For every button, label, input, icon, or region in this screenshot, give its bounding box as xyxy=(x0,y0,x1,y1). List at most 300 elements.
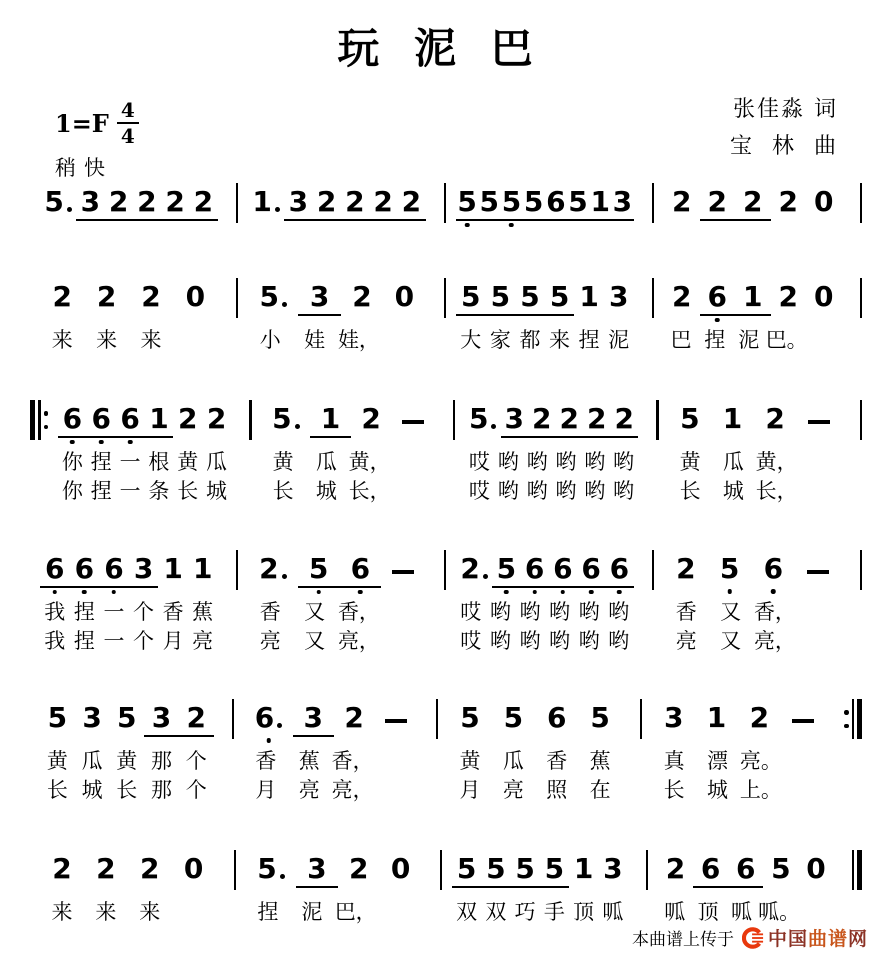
note-number: 2 xyxy=(749,700,770,734)
lyric-syllable: 蕉 xyxy=(589,749,611,773)
note xyxy=(728,852,763,885)
note-number: 0 xyxy=(185,279,206,313)
beamed-note-group xyxy=(369,185,426,221)
lyric-syllable: 黄， xyxy=(348,450,391,474)
lyric-syllable: 香 xyxy=(255,749,277,773)
lyric-syllable: 城 xyxy=(722,479,744,503)
beamed-note-group xyxy=(500,185,544,221)
notes-row xyxy=(40,278,218,316)
lyric-syllable: 香， xyxy=(337,600,380,624)
notes-row xyxy=(465,400,638,438)
lyric-row-verse-1 xyxy=(58,450,231,476)
rest-note xyxy=(798,851,833,885)
note-number: 6 xyxy=(74,552,95,585)
note-group xyxy=(578,700,621,738)
notes-row xyxy=(246,850,422,888)
lyric-syllable: 哟 xyxy=(497,450,519,474)
note-number: 1 xyxy=(573,851,594,885)
note-number: 2 xyxy=(52,279,72,313)
dash-note xyxy=(781,719,826,732)
lyric-syllable: 亮。 xyxy=(739,749,782,773)
notes-row xyxy=(669,400,842,438)
lyric-syllable: 哟 xyxy=(519,600,541,624)
lyric-syllable: 哎 xyxy=(460,629,482,653)
note-number: 2 xyxy=(460,551,480,585)
beamed-note-group xyxy=(456,280,515,316)
lyric-syllable: 那 xyxy=(151,778,173,802)
note xyxy=(298,280,340,313)
lyric-syllable: 真 xyxy=(663,749,685,773)
measure xyxy=(446,550,652,655)
note xyxy=(481,852,510,885)
note-group xyxy=(664,279,700,317)
note-number: 2 xyxy=(186,701,206,734)
note-number: 5 xyxy=(549,280,570,313)
lyric-syllable: 亮 xyxy=(259,629,281,653)
lyric-syllable: 香 xyxy=(162,600,184,624)
lyric-syllable: 哟 xyxy=(489,629,511,653)
note xyxy=(574,279,604,313)
note xyxy=(604,279,634,313)
lyric-syllable: 小 xyxy=(259,328,281,352)
note xyxy=(515,280,545,313)
note-group xyxy=(806,184,842,222)
note-number: 3 xyxy=(307,852,327,885)
note xyxy=(75,700,110,734)
note-number: 3 xyxy=(608,279,629,313)
score xyxy=(30,183,862,972)
lyric-row-verse-2 xyxy=(244,778,418,804)
note-number: 6 xyxy=(553,552,573,585)
note-number: 2 xyxy=(676,551,696,585)
note-number: 6 xyxy=(45,552,65,585)
augmentation-dot xyxy=(282,302,287,307)
beamed-note-group xyxy=(700,280,771,316)
note xyxy=(771,279,807,313)
measure xyxy=(642,699,844,804)
note xyxy=(456,185,478,218)
note xyxy=(664,551,708,585)
note-group xyxy=(391,420,434,439)
note xyxy=(144,701,179,734)
lyric-syllable xyxy=(374,749,417,775)
measure xyxy=(234,699,436,804)
lyric-syllable xyxy=(381,600,425,626)
lyric-syllable: 来 xyxy=(139,900,161,924)
note-group xyxy=(40,851,84,889)
note-group xyxy=(795,570,841,589)
note xyxy=(735,280,771,313)
lyric-row-verse-2 xyxy=(465,479,638,505)
notes-row xyxy=(456,278,634,316)
note-number: 5 xyxy=(469,401,489,435)
lyric-syllable: 来 xyxy=(51,900,73,924)
note xyxy=(693,852,728,885)
note-number: 1 xyxy=(743,280,763,313)
notes-row xyxy=(456,183,634,221)
notes-row xyxy=(448,699,622,737)
note-number: 5 xyxy=(117,700,137,734)
lyric-syllable: 瓜 xyxy=(81,749,103,773)
note xyxy=(771,184,807,218)
note-number: 2 xyxy=(96,279,117,313)
lyric-syllable: 一 xyxy=(103,600,125,624)
notes-row xyxy=(40,699,214,737)
lyric-syllable xyxy=(797,600,841,626)
note-number: 6 xyxy=(91,402,111,435)
lyric-syllable xyxy=(783,778,826,804)
note xyxy=(738,700,781,734)
lyric-syllable: 来 xyxy=(51,328,73,352)
tempo-marking: 稍快 xyxy=(55,156,113,180)
note-number: 2 xyxy=(193,185,214,218)
lyric-syllable: 亮 xyxy=(502,778,524,802)
lyric-row-verse-2 xyxy=(448,778,622,804)
lyric-syllable: 蕉 xyxy=(298,749,320,773)
lyric-syllable: 漂 xyxy=(706,749,728,773)
lyric-syllable: 家 xyxy=(489,328,511,352)
lyric-syllable: 长， xyxy=(348,479,391,503)
lyric-syllable: 城 xyxy=(81,778,103,802)
note-number: 1 xyxy=(320,402,341,435)
note-number: 6 xyxy=(736,852,756,885)
lyric-row-verse-1 xyxy=(40,600,218,626)
lyric-syllable: 亮 xyxy=(675,629,697,653)
note xyxy=(105,185,133,218)
lyric-syllable: 哟 xyxy=(578,600,600,624)
lyric-row-verse-1 xyxy=(465,450,638,476)
lyric-syllable: 个 xyxy=(133,629,155,653)
beamed-note-group xyxy=(310,402,351,438)
rest-note xyxy=(172,851,216,885)
note-group xyxy=(172,851,216,889)
lyric-syllable: 根 xyxy=(148,450,170,474)
lyric-syllable: 城 xyxy=(315,479,337,503)
dash-glyph xyxy=(808,420,830,424)
note-number: 3 xyxy=(603,851,623,885)
note-number: 6 xyxy=(546,185,566,218)
lyric-row-verse-1 xyxy=(456,328,634,354)
lyric-syllable: 手 xyxy=(543,900,565,924)
time-signature-denominator: 4 xyxy=(120,124,135,148)
lyric-syllable: 一 xyxy=(119,450,141,474)
note-number: 2 xyxy=(532,402,552,435)
note-group xyxy=(798,851,833,889)
lyric-syllable: 一 xyxy=(103,629,125,653)
note xyxy=(129,279,173,313)
beamed-note-group xyxy=(99,552,158,588)
lyric-syllable: 哎 xyxy=(468,450,490,474)
repeat-dots xyxy=(844,699,849,739)
measure xyxy=(446,183,652,221)
lyric-syllable: 香， xyxy=(753,600,796,624)
lyric-syllable: 黄 xyxy=(679,450,701,474)
lyric-syllable: 长 xyxy=(177,479,199,503)
note-line xyxy=(30,699,862,804)
beamed-note-group xyxy=(528,402,583,438)
note-number: 5 xyxy=(490,280,511,313)
note xyxy=(478,185,500,218)
note-number: 2 xyxy=(139,851,160,885)
dash-note xyxy=(374,719,417,732)
bar-thin-line xyxy=(860,278,863,318)
lyric-syllable: 来 xyxy=(549,328,571,352)
note-number: 6 xyxy=(62,402,83,435)
note-line xyxy=(30,278,862,354)
measure xyxy=(659,400,860,505)
note-number: 2 xyxy=(165,185,185,218)
note xyxy=(578,700,621,734)
note-group xyxy=(806,279,842,317)
note xyxy=(695,700,738,734)
lyric-syllable: 娃， xyxy=(337,328,380,352)
note-number: 6 xyxy=(700,852,721,885)
lyric-row-verse-2 xyxy=(262,479,435,505)
measure xyxy=(654,278,860,354)
note-group xyxy=(129,279,173,317)
cqp-logo-icon xyxy=(742,927,764,949)
lyric-row-verse-2 xyxy=(456,629,634,655)
lyric-syllable xyxy=(391,450,434,476)
note-number: 1 xyxy=(163,551,183,585)
beamed-note-group xyxy=(298,280,340,316)
note-number: 2 xyxy=(361,401,381,435)
note xyxy=(351,401,392,435)
note-group xyxy=(40,279,84,317)
note xyxy=(556,402,584,435)
lyric-syllable: 亮， xyxy=(337,629,380,653)
lyric-row-verse-1 xyxy=(40,749,214,775)
note-number: 5 xyxy=(771,851,791,885)
note-number: 2 xyxy=(672,279,692,313)
note-number: 5 xyxy=(308,552,329,585)
lyric-row-verse-1 xyxy=(246,900,422,926)
note xyxy=(452,852,481,885)
measure xyxy=(30,278,236,354)
note xyxy=(179,701,214,734)
lyric-syllable: 来 xyxy=(96,328,118,352)
beamed-note-group xyxy=(693,852,763,888)
note xyxy=(338,851,380,885)
notes-row xyxy=(248,550,426,588)
notes-row xyxy=(658,850,834,888)
note xyxy=(664,184,700,218)
beamed-note-group xyxy=(313,185,370,221)
bar-thick-line xyxy=(857,699,862,739)
lyric-syllable: 亮 xyxy=(192,629,214,653)
lyric-syllable: 来 xyxy=(140,328,162,352)
note xyxy=(700,185,736,218)
note-number: 6 xyxy=(707,280,727,313)
note-group xyxy=(796,420,841,439)
site-name xyxy=(768,924,868,951)
lyric-syllable: 亮， xyxy=(753,629,796,653)
lyric-syllable xyxy=(374,778,417,804)
note xyxy=(589,185,611,218)
augmentation-dot xyxy=(491,424,496,429)
lyric-syllable: 黄 xyxy=(177,450,199,474)
note-number: 5 xyxy=(544,852,565,885)
note xyxy=(84,279,128,313)
footer xyxy=(632,924,868,951)
bar-thin-line xyxy=(860,183,863,223)
note-group xyxy=(781,719,826,738)
beamed-note-group xyxy=(284,185,312,221)
note xyxy=(611,185,633,218)
measure xyxy=(30,699,232,804)
note xyxy=(567,185,589,218)
lyric-row-verse-1 xyxy=(456,600,634,626)
note xyxy=(334,700,375,734)
rest-note xyxy=(806,184,842,218)
lyric-syllable: 那 xyxy=(151,749,173,773)
note-number: 5 xyxy=(680,401,700,435)
measure xyxy=(446,278,652,354)
lyric-syllable: 巧 xyxy=(514,900,536,924)
lyric-row-verse-1 xyxy=(658,900,834,926)
credits xyxy=(730,92,838,160)
note xyxy=(116,402,145,435)
key-signature xyxy=(55,100,139,146)
lyric-row-verse-1 xyxy=(452,900,628,926)
note xyxy=(735,185,771,218)
note xyxy=(500,185,522,218)
note-number: 5 xyxy=(503,700,524,734)
lyric-syllable: 捏 xyxy=(90,479,112,503)
note-group xyxy=(652,700,695,738)
note xyxy=(658,851,693,885)
note xyxy=(456,280,486,313)
note-number: 2 xyxy=(352,279,372,313)
note xyxy=(511,852,540,885)
lyric-syllable: 瓜 xyxy=(315,450,337,474)
note-group xyxy=(248,279,298,317)
note xyxy=(492,700,535,734)
dash-note xyxy=(795,570,841,583)
note-number: 2 xyxy=(401,185,422,218)
lyric-syllable: 哟 xyxy=(497,479,519,503)
note-number: 1 xyxy=(590,185,610,218)
rest-note xyxy=(380,851,422,885)
system-2 xyxy=(30,278,862,354)
lyric-syllable: 哎 xyxy=(460,600,482,624)
note-group xyxy=(84,279,128,317)
lyric-syllable: 泥 xyxy=(608,328,630,352)
note-number: 2 xyxy=(141,279,161,313)
lyric-syllable: 照 xyxy=(546,778,568,802)
dash-glyph xyxy=(402,420,424,424)
repeat-dot xyxy=(844,710,849,715)
note-group xyxy=(664,551,708,589)
notes-row xyxy=(248,278,426,316)
measure xyxy=(30,850,234,926)
beamed-note-group xyxy=(161,185,218,221)
lyric-syllable: 哟 xyxy=(489,600,511,624)
beamed-note-group xyxy=(105,185,162,221)
note-number: 0 xyxy=(394,279,415,313)
lyric-syllable: 又 xyxy=(720,600,742,624)
barline xyxy=(860,183,863,223)
lyric-syllable: 来 xyxy=(95,900,117,924)
lyric-syllable: 又 xyxy=(720,629,742,653)
note-number: 3 xyxy=(303,701,324,734)
notes-row xyxy=(244,699,418,737)
lyric-syllable: 捏 xyxy=(73,629,95,653)
lyric-syllable: 捏 xyxy=(704,328,726,352)
composer-credit: 宝 林 曲 xyxy=(730,134,838,159)
note-number: 2 xyxy=(707,185,727,218)
lyric-syllable: 黄 xyxy=(46,749,68,773)
lyric-syllable: 双 xyxy=(456,900,478,924)
lyric-syllable xyxy=(798,450,841,476)
note xyxy=(501,402,529,435)
lyric-syllable: 哟 xyxy=(578,629,600,653)
lyric-syllable: 香 xyxy=(259,600,281,624)
lyric-syllable: 瓜 xyxy=(502,749,524,773)
note xyxy=(109,700,144,734)
measure xyxy=(30,550,236,655)
notes-row xyxy=(262,400,435,438)
note-group xyxy=(381,570,425,589)
lyric-syllable: 呱 xyxy=(602,900,624,924)
site-link[interactable] xyxy=(742,924,868,951)
note xyxy=(128,851,172,885)
note-number: 2 xyxy=(559,402,579,435)
note xyxy=(583,402,611,435)
note-number: 0 xyxy=(183,851,204,885)
bar-thin-line xyxy=(860,550,863,590)
lyric-syllable: 双 xyxy=(485,900,507,924)
final-barline xyxy=(852,850,863,890)
note-group xyxy=(374,719,417,738)
system-5 xyxy=(30,699,862,804)
note-group xyxy=(754,401,797,439)
note xyxy=(700,280,736,313)
lyric-syllable: 月 xyxy=(255,778,277,802)
note-line xyxy=(30,400,862,505)
note-number: 0 xyxy=(390,851,411,885)
lyric-syllable: 月 xyxy=(459,778,481,802)
note-number: 5 xyxy=(523,185,544,218)
lyric-syllable xyxy=(808,328,842,354)
note-number: 6 xyxy=(120,402,140,435)
lyric-syllable: 黄 xyxy=(272,450,294,474)
note-group xyxy=(248,551,298,589)
note-group xyxy=(173,401,202,439)
lyric-syllable: 长 xyxy=(679,479,701,503)
note xyxy=(40,279,84,313)
lyric-syllable: 哟 xyxy=(584,479,606,503)
note-number: 2 xyxy=(137,185,157,218)
note-group xyxy=(40,700,75,738)
beamed-note-group xyxy=(492,552,520,588)
note-number: 5 xyxy=(457,185,477,218)
lyric-row-verse-2 xyxy=(669,479,842,505)
lyric-syllable: 捏 xyxy=(90,450,112,474)
note xyxy=(76,185,104,218)
note-number: 3 xyxy=(288,185,309,218)
lyric-syllable: 泥 xyxy=(301,900,323,924)
lyric-syllable: 呱 xyxy=(730,900,752,924)
beamed-note-group xyxy=(144,701,213,737)
lyric-syllable: 顶 xyxy=(697,900,719,924)
note-group xyxy=(658,851,693,889)
note-line xyxy=(30,850,862,926)
notes-row xyxy=(664,550,842,588)
measure xyxy=(442,850,646,926)
lyric-syllable: 香 xyxy=(675,600,697,624)
note-number: 2 xyxy=(348,851,369,885)
